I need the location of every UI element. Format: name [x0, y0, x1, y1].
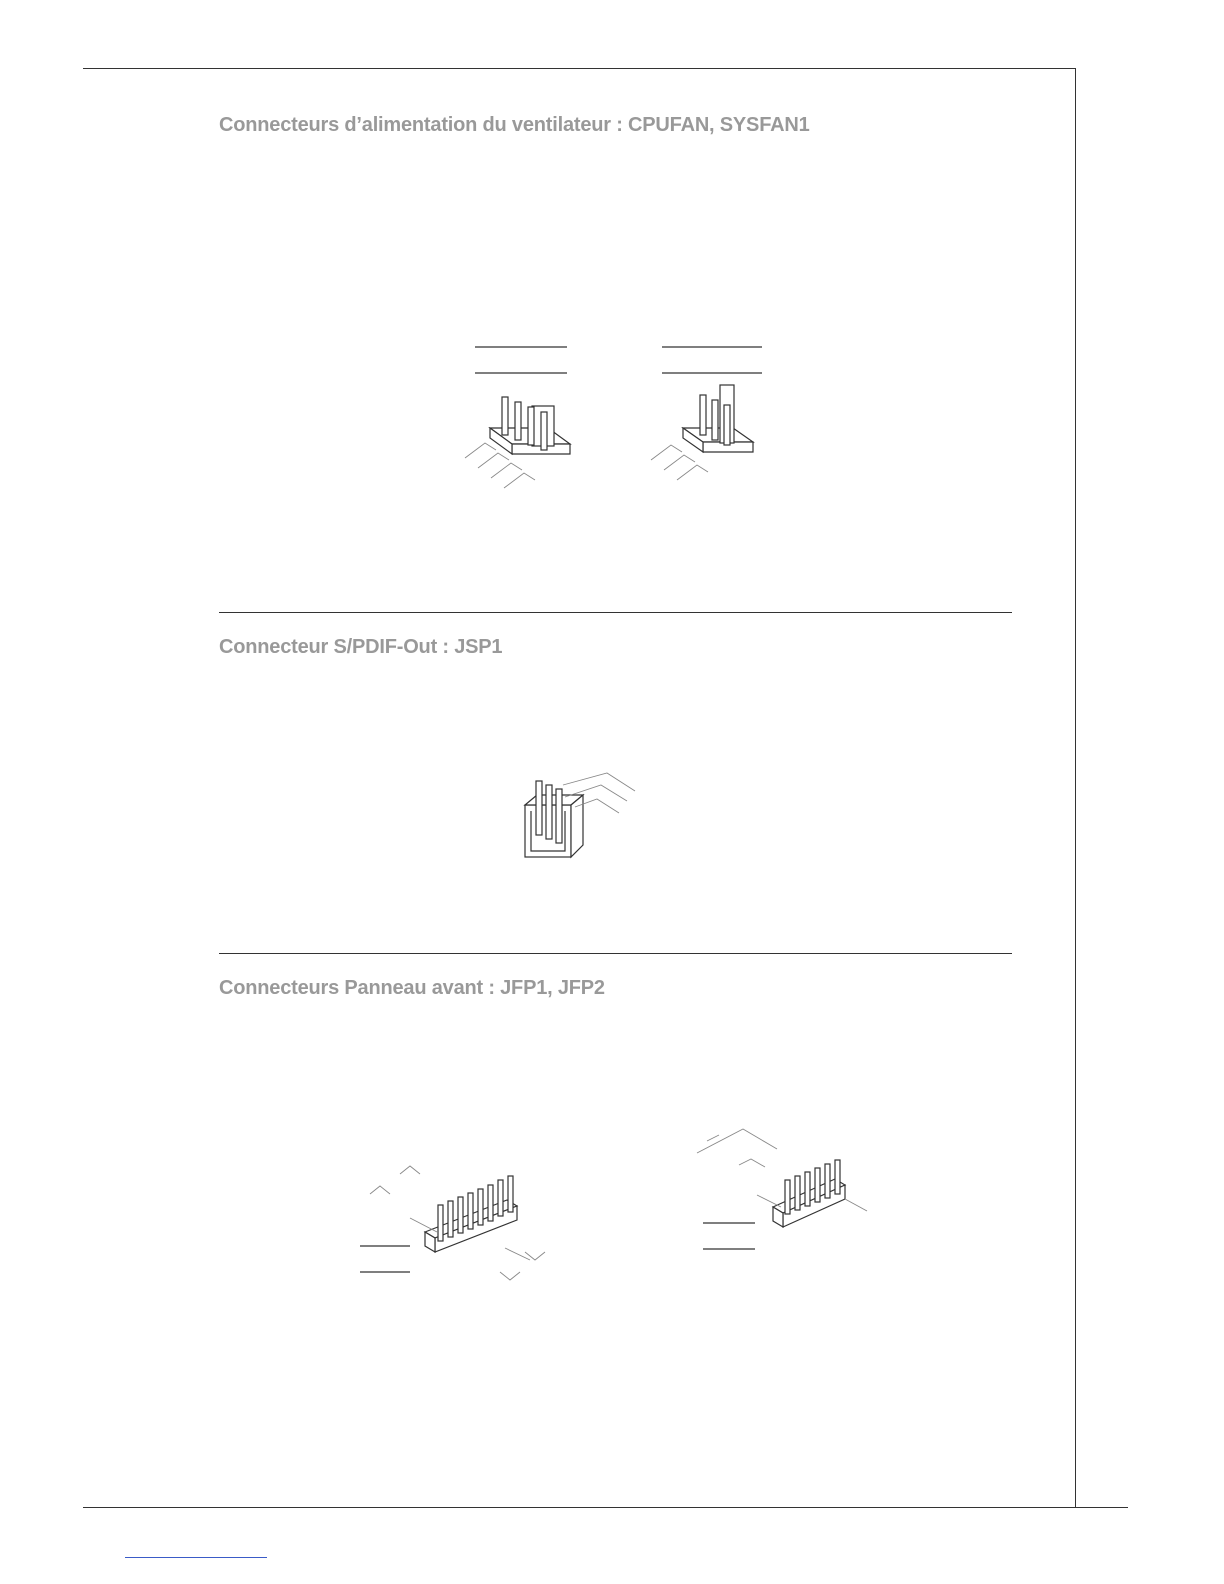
jfp1-connector-diagram [355, 1160, 570, 1290]
jsp1-connector-diagram [515, 765, 645, 865]
page-frame-bottom [83, 1507, 1128, 1508]
section-divider [219, 953, 1012, 954]
section-divider [219, 612, 1012, 613]
page-frame-top [83, 68, 1076, 69]
section-title-front-panel-connectors: Connecteurs Panneau avant : JFP1, JFP2 [219, 977, 605, 999]
section-title-spdif-connector: Connecteur S/PDIF-Out : JSP1 [219, 636, 503, 658]
page-frame-right [1075, 68, 1076, 1508]
cpufan-connector-diagram [440, 340, 590, 500]
jfp2-connector-diagram [695, 1125, 870, 1255]
section-title-fan-connectors: Connecteurs d’alimentation du ventilateur : CPUFAN, SYSFAN1 [219, 114, 810, 136]
footer-link-underline[interactable] [125, 1557, 267, 1558]
sysfan1-connector-diagram [645, 340, 785, 490]
